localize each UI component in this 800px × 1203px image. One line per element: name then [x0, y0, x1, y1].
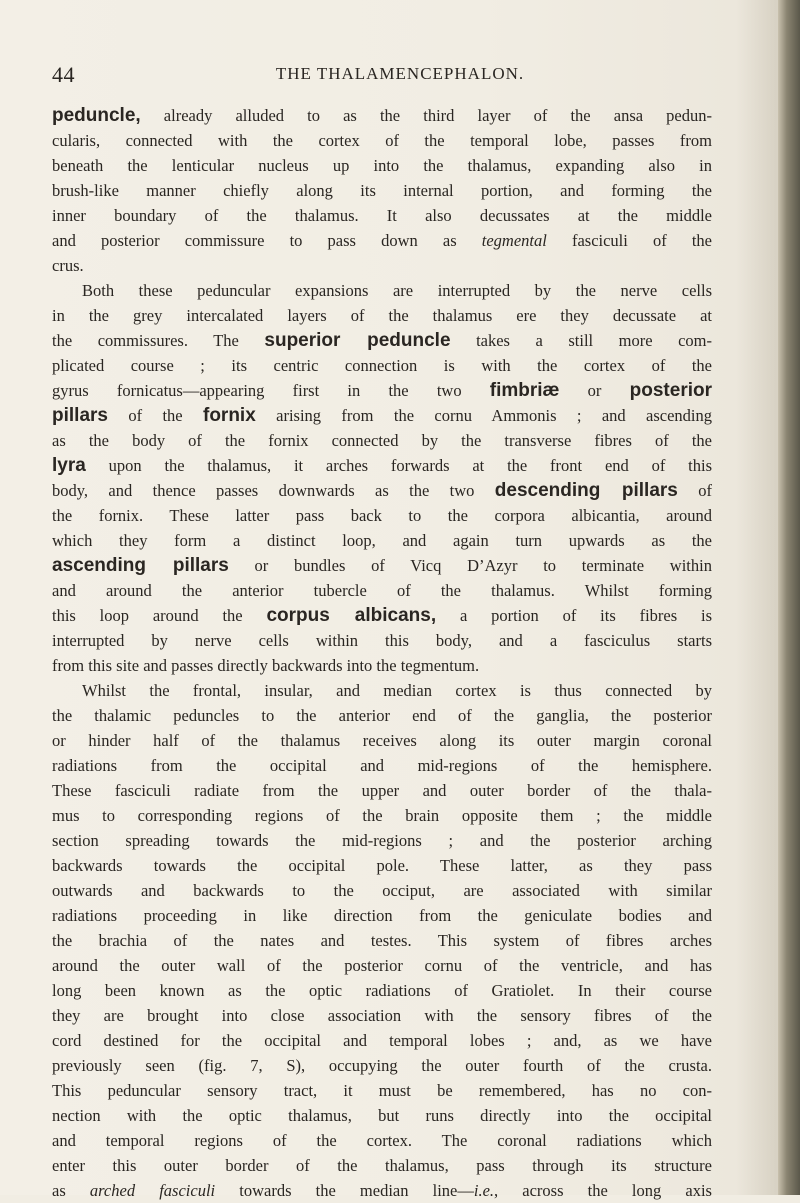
text-line	[52, 1178, 712, 1203]
page-number: 44	[52, 62, 75, 87]
text-run: from this site and passes directly backwards into the tegmentum.	[52, 656, 480, 675]
text-run: radiations from the occipital and mid-regions of the hemisphere.	[52, 756, 712, 775]
bold-term: superior peduncle	[264, 330, 451, 351]
text-line	[52, 178, 712, 203]
text-run: as the body of the fornix connected by the transverse fibres of the	[52, 431, 712, 450]
text-run: arising from the cornu Ammonis ; and ascending	[255, 406, 712, 425]
text-line	[52, 703, 712, 728]
text-run: radiations proceeding in like direction from the geniculate bodies and	[52, 906, 712, 925]
text-line	[52, 853, 712, 878]
text-run: Whilst the frontal, insular, and median cortex is thus connected by	[82, 681, 712, 700]
text-run: interrupted by nerve cells within this body, and a fasciculus starts	[52, 631, 712, 650]
text-run: or	[559, 381, 630, 400]
text-line	[52, 1053, 712, 1078]
text-run: or bundles of Vicq D’Azyr to terminate within	[228, 556, 712, 575]
text-line	[52, 528, 712, 553]
text-run: or hinder half of the thalamus receives along its outer margin coronal	[52, 731, 712, 750]
text-run: backwards towards the occipital pole. These latter, as they pass	[52, 856, 712, 875]
text-run: and temporal regions of the cortex. The coronal radiations which	[52, 1131, 712, 1150]
text-line	[52, 653, 712, 678]
text-run: gyrus fornicatus—appearing first in the two	[52, 381, 490, 400]
text-run: section spreading towards the mid-regions ; and the posterior arching	[52, 831, 712, 850]
bold-term: fimbriæ	[489, 380, 560, 401]
italic-term: i.e.	[473, 1181, 495, 1200]
text-line	[52, 1078, 712, 1103]
text-line	[52, 1003, 712, 1028]
bold-term: descending pillars	[494, 480, 678, 501]
text-line	[52, 953, 712, 978]
text-run: and posterior commissure to pass down as	[52, 231, 482, 250]
text-run: inner boundary of the thalamus. It also decussates at the middle	[52, 206, 712, 225]
text-line	[52, 128, 712, 153]
text-run: they are brought into close association with the sensory fibres of the	[52, 1006, 712, 1025]
text-run: and around the anterior tubercle of the thalamus. Whilst forming	[52, 581, 712, 600]
text-line	[52, 328, 712, 353]
text-run: a portion of its fibres is	[436, 606, 712, 625]
text-run: the fornix. These latter pass back to the corpora albicantia, around	[52, 506, 712, 525]
text-line	[52, 1128, 712, 1153]
bold-term: corpus albicans,	[266, 605, 437, 626]
bold-term: posterior	[629, 380, 712, 401]
text-run: , across the long axis	[494, 1181, 712, 1200]
text-line	[52, 753, 712, 778]
text-run: as	[52, 1181, 90, 1200]
text-line	[52, 628, 712, 653]
text-run: upon the thalamus, it arches forwards at the front end of this	[85, 456, 712, 475]
text-run: this loop around the	[52, 606, 267, 625]
text-line	[52, 278, 712, 303]
text-line	[52, 153, 712, 178]
bold-term: peduncle,	[52, 105, 141, 126]
text-line	[52, 553, 712, 578]
text-line	[52, 403, 712, 428]
italic-term: tegmental	[481, 231, 547, 250]
text-line	[52, 928, 712, 953]
bold-term: lyra	[52, 455, 86, 476]
page-edge-shadow	[778, 0, 800, 1195]
text-line	[52, 1103, 712, 1128]
text-run: fasciculi of the	[546, 231, 712, 250]
text-line	[52, 103, 712, 128]
text-run: These fasciculi radiate from the upper and outer border of the thala-	[52, 781, 712, 800]
text-run: takes a still more com-	[450, 331, 713, 350]
text-run: beneath the lenticular nucleus up into the thalamus, expanding also in	[52, 156, 712, 175]
text-line	[52, 1028, 712, 1053]
text-line	[52, 578, 712, 603]
italic-term: arched fasciculi	[89, 1181, 216, 1200]
text-line	[52, 728, 712, 753]
text-run: cularis, connected with the cortex of the temporal lobe, passes from	[52, 131, 712, 150]
text-run: around the outer wall of the posterior cornu of the ventricle, and has	[52, 956, 712, 975]
text-run: body, and thence passes downwards as the two	[52, 481, 495, 500]
text-run: mus to corresponding regions of the brain opposite them ; the middle	[52, 806, 712, 825]
text-run: crus.	[52, 256, 84, 275]
text-run: long been known as the optic radiations of Gratiolet. In their course	[52, 981, 712, 1000]
text-run: plicated course ; its centric connection is with the cortex of the	[52, 356, 712, 375]
text-run: which they form a distinct loop, and again turn upwards as the	[52, 531, 712, 550]
text-line	[52, 978, 712, 1003]
body-text	[52, 103, 712, 1203]
text-line	[52, 478, 712, 503]
text-run: already alluded to as the third layer of the ansa pedun-	[140, 106, 712, 125]
text-run: previously seen (fig. 7, S), occupying the outer fourth of the crusta.	[52, 1056, 712, 1075]
text-run: nection with the optic thalamus, but runs directly into the occipital	[52, 1106, 712, 1125]
text-run: in the grey intercalated layers of the thalamus ere they decussate at	[52, 306, 712, 325]
text-line	[52, 378, 712, 403]
text-run: of the	[107, 406, 203, 425]
bold-term: pillars	[52, 405, 108, 426]
text-line	[52, 603, 712, 628]
text-line	[52, 428, 712, 453]
text-run: outwards and backwards to the occiput, are associated with similar	[52, 881, 712, 900]
text-run: cord destined for the occipital and temporal lobes ; and, as we have	[52, 1031, 712, 1050]
text-run: brush-like manner chiefly along its internal portion, and forming the	[52, 181, 712, 200]
text-line	[52, 203, 712, 228]
bold-term: ascending pillars	[52, 555, 229, 576]
bold-term: fornix	[203, 405, 256, 426]
text-line	[52, 803, 712, 828]
text-line	[52, 778, 712, 803]
text-run: the commissures. The	[52, 331, 265, 350]
running-head: THE THALAMENCEPHALON.	[275, 64, 525, 83]
text-run: the thalamic peduncles to the anterior end of the ganglia, the posterior	[52, 706, 712, 725]
text-line	[52, 453, 712, 478]
text-line	[52, 678, 712, 703]
text-line	[52, 228, 712, 253]
text-run: towards the median line—	[215, 1181, 474, 1200]
text-line	[52, 253, 712, 278]
text-run: This peduncular sensory tract, it must be remembered, has no con-	[52, 1081, 712, 1100]
text-line	[52, 353, 712, 378]
text-run: enter this outer border of the thalamus, pass through its structure	[52, 1156, 712, 1175]
text-run: of	[677, 481, 712, 500]
text-line	[52, 903, 712, 928]
text-line	[52, 303, 712, 328]
text-line	[52, 828, 712, 853]
text-line	[52, 878, 712, 903]
page-header	[0, 62, 800, 86]
text-run: Both these peduncular expansions are interrupted by the nerve cells	[82, 281, 712, 300]
text-run: the brachia of the nates and testes. This system of fibres arches	[52, 931, 712, 950]
text-line	[52, 503, 712, 528]
text-line	[52, 1153, 712, 1178]
